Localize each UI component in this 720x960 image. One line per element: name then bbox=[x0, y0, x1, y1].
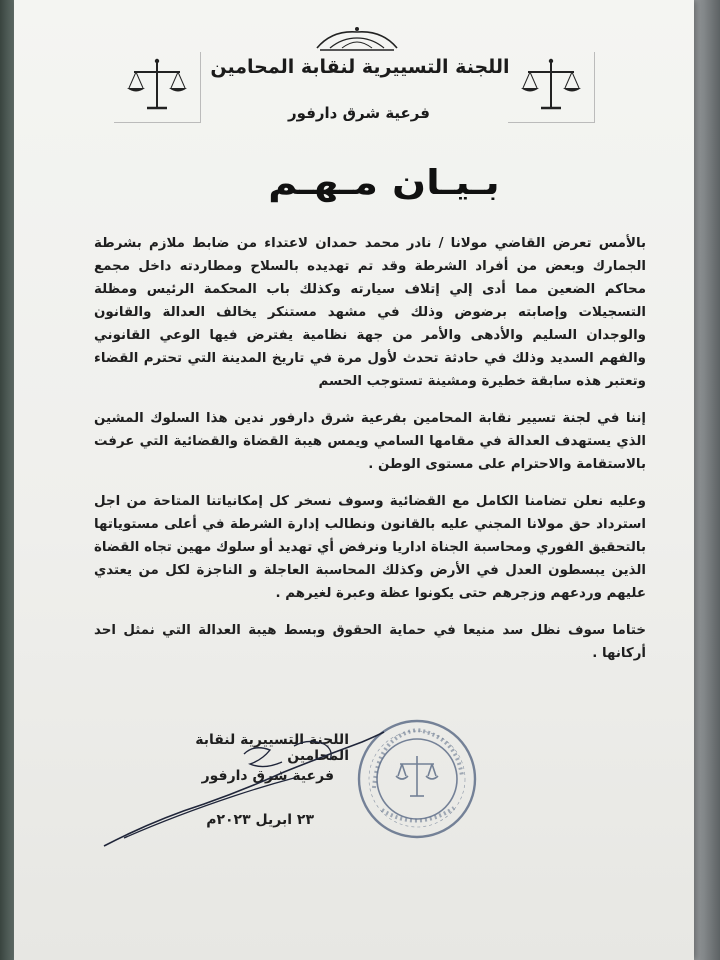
paragraph: بالأمس تعرض القاضي مولانا / نادر محمد حمدان لاعتداء من ضابط ملازم بشرطة الجمارك وبعض من أفراد الشرطة وقد تم تهديده بالسلاح ومطاردته داخل مجمع محاكم الضعين مما أدى إلي إتلاف سيارته وكذلك باب المحكمة الرئيس ومظلة التسجيلات وإصابته برضوض وذلك في مشهد مستنكر يخالف العدالة والقانون والوجدان السليم والأدهى والأمر من جهة نظامية يفترض فيها الوعي القانوني والفهم السديد وذلك في حادثة تحدث لأول مرة في تاريخ المدينة التي تحترم القضاء وتعتبر هذه سابقة خطيرة ومشينة تستوجب الحسم bbox=[94, 236, 646, 389]
letterhead-subtitle: فرعية شرق دارفور bbox=[288, 104, 430, 122]
paragraph: ختاما سوف نظل سد منيعا في حماية الحقوق وبسط هيبة العدالة التي نمثل احد أركانها . bbox=[94, 623, 646, 661]
signature-branch-name: فرعية شرق دارفور bbox=[201, 768, 334, 784]
signature-date: ٢٣ ابريل ٢٠٢٣م bbox=[206, 812, 314, 828]
document-page bbox=[14, 0, 694, 960]
signature-committee-name: اللجنة التسييرية لنقابة المحامين bbox=[195, 732, 349, 764]
paragraph: إننا في لجنة تسيير نقابة المحامين بفرعية شرق دارفور ندين هذا السلوك المشين الذي يستهدف العدالة في مقامها السامي ويمس هيبة القضاة والقضائية التي عرفت بالاستقامة والاحترام على مستوى الوطن . bbox=[94, 411, 646, 472]
paragraph: وعليه نعلن تضامنا الكامل مع القضائية وسوف نسخر كل إمكانياتنا المتاحة من اجل استرداد حق مولانا المجني عليه بالقانون ونطالب إدارة الشرطة في أعلى مستوياتها بالتحقيق الفوري ومحاسبة الجناة اداريا ونرفض أي تهديد أو سلوك مهين تجاه القضاة الذين يبسطون العدل في الأرض وكذلك المحاسبة العاجلة و الناجزة لكل من يعتدي عليهم وردعهم وزجرهم حتى يكونوا عظة وعبرة لغيرهم . bbox=[94, 494, 646, 601]
calligraphy-ornament-icon bbox=[312, 24, 402, 54]
handwritten-signature bbox=[94, 720, 394, 860]
scales-of-justice-icon bbox=[508, 52, 595, 123]
scales-of-justice-icon bbox=[114, 52, 201, 123]
document-title: بـيـان مـهـم bbox=[268, 163, 500, 203]
letterhead-title: اللجنة التسييرية لنقابة المحامين bbox=[210, 56, 510, 78]
document-body bbox=[94, 232, 646, 679]
